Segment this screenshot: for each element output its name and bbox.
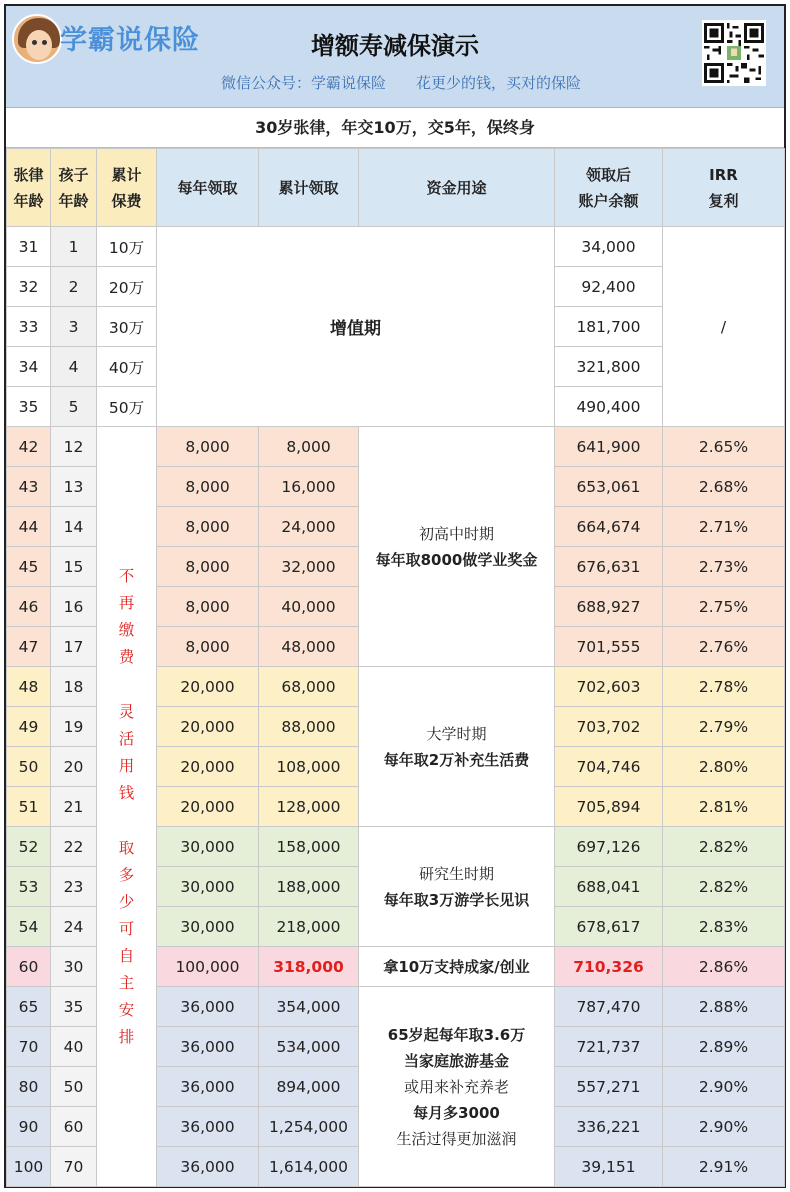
zhang-age-cell: 49 [7,707,51,747]
child-age-cell: 15 [51,547,97,587]
balance-cell: 34,000 [555,227,663,267]
irr-cell: 2.82% [663,867,785,907]
irr-cell: 2.76% [663,627,785,667]
child-age-cell: 5 [51,387,97,427]
balance-cell: 181,700 [555,307,663,347]
fund-usage-a [359,427,555,667]
side-note-char: 主 [118,973,135,992]
cum-premium-cell: 50万 [97,387,157,427]
fund-usage-line: 每月多3000 [413,1103,500,1122]
annual-withdraw-cell: 100,000 [157,947,259,987]
balance-cell: 490,400 [555,387,663,427]
child-age-cell: 24 [51,907,97,947]
zhang-age-cell: 60 [7,947,51,987]
side-note-char [97,671,156,699]
irr-cell: 2.89% [663,1027,785,1067]
balance-cell: 705,894 [555,787,663,827]
zhang-age-cell: 100 [7,1147,51,1187]
zhang-age-cell: 65 [7,987,51,1027]
zhang-age-cell: 54 [7,907,51,947]
irr-cell: 2.80% [663,747,785,787]
irr-cell: 2.68% [663,467,785,507]
annual-withdraw-cell: 30,000 [157,867,259,907]
child-age-cell: 17 [51,627,97,667]
irr-cell: 2.81% [663,787,785,827]
irr-cell: 2.88% [663,987,785,1027]
cum-withdraw-cell: 188,000 [259,867,359,907]
child-age-cell: 18 [51,667,97,707]
side-note-char: 费 [118,647,135,666]
side-note [97,427,157,1187]
fund-usage-line: 65岁起每年取3.6万 [387,1025,526,1044]
irr-cell: / [663,227,785,427]
balance-cell: 688,041 [555,867,663,907]
annual-withdraw-cell: 36,000 [157,987,259,1027]
cum-withdraw-cell: 8,000 [259,427,359,467]
irr-cell: 2.75% [663,587,785,627]
zhang-age-cell: 80 [7,1067,51,1107]
fund-usage-e [359,987,555,1187]
child-age-cell: 22 [51,827,97,867]
fund-usage-line: 生活过得更加滋润 [396,1129,517,1148]
zhang-age-cell: 31 [7,227,51,267]
irr-cell: 2.82% [663,827,785,867]
cum-withdraw-cell: 88,000 [259,707,359,747]
annual-withdraw-cell: 36,000 [157,1067,259,1107]
side-note-char: 自 [118,946,135,965]
col-header-irr: IRR 复利 [663,149,785,227]
child-age-cell: 2 [51,267,97,307]
zhang-age-cell: 33 [7,307,51,347]
brand-name: 学霸说保险 [60,25,200,56]
balance-cell: 653,061 [555,467,663,507]
zhang-age-cell: 50 [7,747,51,787]
child-age-cell: 70 [51,1147,97,1187]
irr-cell: 2.83% [663,907,785,947]
annual-withdraw-cell: 36,000 [157,1027,259,1067]
zhang-age-cell: 35 [7,387,51,427]
side-note-char: 缴 [118,620,135,639]
child-age-cell: 3 [51,307,97,347]
col-header-zhang-age: 张律 年龄 [7,149,51,227]
side-note-char: 可 [118,919,135,938]
balance-cell: 721,737 [555,1027,663,1067]
annual-withdraw-cell: 36,000 [157,1147,259,1187]
irr-cell: 2.90% [663,1107,785,1147]
annual-withdraw-cell: 8,000 [157,427,259,467]
irr-cell: 2.86% [663,947,785,987]
balance-cell: 678,617 [555,907,663,947]
cum-premium-cell: 10万 [97,227,157,267]
fund-usage-c [359,827,555,947]
cum-withdraw-cell: 32,000 [259,547,359,587]
fund-usage-line: 或用来补充养老 [403,1077,509,1096]
col-header-annual-withdraw: 每年领取 [157,149,259,227]
zhang-age-cell: 90 [7,1107,51,1147]
zhang-age-cell: 51 [7,787,51,827]
fund-usage-line: 大学时期 [426,724,487,743]
page-title: 增额寿减保演示 [311,32,479,60]
balance-cell: 697,126 [555,827,663,867]
col-header-cum-withdraw: 累计领取 [259,149,359,227]
irr-cell: 2.73% [663,547,785,587]
cum-withdraw-cell: 68,000 [259,667,359,707]
balance-cell: 92,400 [555,267,663,307]
balance-cell: 321,800 [555,347,663,387]
cum-withdraw-cell: 1,614,000 [259,1147,359,1187]
zhang-age-cell: 34 [7,347,51,387]
annual-withdraw-cell: 8,000 [157,547,259,587]
irr-cell: 2.71% [663,507,785,547]
annual-withdraw-cell: 8,000 [157,467,259,507]
child-age-cell: 13 [51,467,97,507]
balance-cell: 702,603 [555,667,663,707]
zhang-age-cell: 53 [7,867,51,907]
side-note-char: 不 [118,566,135,585]
balance-cell: 336,221 [555,1107,663,1147]
cum-withdraw-cell: 108,000 [259,747,359,787]
child-age-cell: 12 [51,427,97,467]
annual-withdraw-cell: 30,000 [157,827,259,867]
zhang-age-cell: 52 [7,827,51,867]
balance-cell: 664,674 [555,507,663,547]
cum-withdraw-cell: 24,000 [259,507,359,547]
child-age-cell: 60 [51,1107,97,1147]
zhang-age-cell: 43 [7,467,51,507]
balance-cell: 557,271 [555,1067,663,1107]
side-note-char: 少 [118,892,135,911]
cum-withdraw-cell: 534,000 [259,1027,359,1067]
zhang-age-cell: 48 [7,667,51,707]
side-note-char: 取 [118,838,135,857]
zhang-age-cell: 47 [7,627,51,667]
scenario-caption: 30岁张律，年交10万，交5年，保终身 [6,108,784,148]
cum-withdraw-cell: 158,000 [259,827,359,867]
annual-withdraw-cell: 8,000 [157,627,259,667]
annual-withdraw-cell: 20,000 [157,787,259,827]
child-age-cell: 16 [51,587,97,627]
zhang-age-cell: 70 [7,1027,51,1067]
balance-cell: 704,746 [555,747,663,787]
balance-cell: 676,631 [555,547,663,587]
fund-usage-line: 拿10万支持成家/创业 [383,957,530,976]
balance-cell: 641,900 [555,427,663,467]
child-age-cell: 35 [51,987,97,1027]
side-note-char: 活 [118,729,135,748]
col-header-cum-premium: 累计 保费 [97,149,157,227]
qr-code-icon [702,20,766,86]
table-row [7,427,785,467]
child-age-cell: 14 [51,507,97,547]
page-subtitle: 微信公众号：学霸说保险 花更少的钱，买对的保险 [220,74,581,92]
fund-usage-b [359,667,555,827]
side-note-char: 灵 [118,702,135,721]
irr-cell: 2.91% [663,1147,785,1187]
zhang-age-cell: 45 [7,547,51,587]
cum-withdraw-cell: 16,000 [259,467,359,507]
withdrawal-table [6,148,785,1187]
side-note-char: 再 [118,593,135,612]
child-age-cell: 1 [51,227,97,267]
child-age-cell: 19 [51,707,97,747]
side-note-char: 安 [118,1000,135,1019]
col-header-fund-usage: 资金用途 [359,149,555,227]
annual-withdraw-cell: 8,000 [157,587,259,627]
cum-withdraw-cell: 128,000 [259,787,359,827]
cum-withdraw-cell: 48,000 [259,627,359,667]
cum-withdraw-cell: 894,000 [259,1067,359,1107]
balance-cell: 787,470 [555,987,663,1027]
header-banner [6,6,784,108]
balance-cell: 39,151 [555,1147,663,1187]
col-header-child-age: 孩子 年龄 [51,149,97,227]
irr-cell: 2.65% [663,427,785,467]
child-age-cell: 50 [51,1067,97,1107]
cum-premium-cell: 40万 [97,347,157,387]
child-age-cell: 23 [51,867,97,907]
cum-premium-cell: 20万 [97,267,157,307]
fund-usage-line: 当家庭旅游基金 [403,1051,509,1070]
annual-withdraw-cell: 30,000 [157,907,259,947]
side-note-char: 钱 [118,783,135,802]
page-frame [4,4,786,1188]
cum-withdraw-cell: 40,000 [259,587,359,627]
child-age-cell: 21 [51,787,97,827]
table-row [7,227,785,267]
side-note-char [97,807,156,835]
child-age-cell: 40 [51,1027,97,1067]
growth-period-label: 增值期 [157,227,555,427]
cum-withdraw-cell: 318,000 [259,947,359,987]
cum-withdraw-cell: 354,000 [259,987,359,1027]
side-note-char: 用 [118,756,135,775]
col-header-balance: 领取后 账户余额 [555,149,663,227]
child-age-cell: 4 [51,347,97,387]
fund-usage-line: 每年取3万游学长见识 [383,890,530,909]
zhang-age-cell: 42 [7,427,51,467]
annual-withdraw-cell: 20,000 [157,667,259,707]
zhang-age-cell: 44 [7,507,51,547]
balance-cell: 701,555 [555,627,663,667]
fund-usage-line: 每年取2万补充生活费 [383,750,530,769]
fund-usage-line: 每年取8000做学业奖金 [375,550,538,569]
irr-cell: 2.90% [663,1067,785,1107]
fund-usage-d [359,947,555,987]
balance-cell: 688,927 [555,587,663,627]
side-note-char: 多 [118,865,135,884]
cum-withdraw-cell: 218,000 [259,907,359,947]
annual-withdraw-cell: 36,000 [157,1107,259,1147]
annual-withdraw-cell: 8,000 [157,507,259,547]
annual-withdraw-cell: 20,000 [157,707,259,747]
child-age-cell: 20 [51,747,97,787]
fund-usage-line: 初高中时期 [418,524,494,543]
child-age-cell: 30 [51,947,97,987]
cum-premium-cell: 30万 [97,307,157,347]
balance-cell: 703,702 [555,707,663,747]
irr-cell: 2.78% [663,667,785,707]
balance-cell: 710,326 [555,947,663,987]
annual-withdraw-cell: 20,000 [157,747,259,787]
side-note-char: 排 [118,1027,135,1046]
zhang-age-cell: 46 [7,587,51,627]
zhang-age-cell: 32 [7,267,51,307]
irr-cell: 2.79% [663,707,785,747]
fund-usage-line: 研究生时期 [418,864,494,883]
cum-withdraw-cell: 1,254,000 [259,1107,359,1147]
